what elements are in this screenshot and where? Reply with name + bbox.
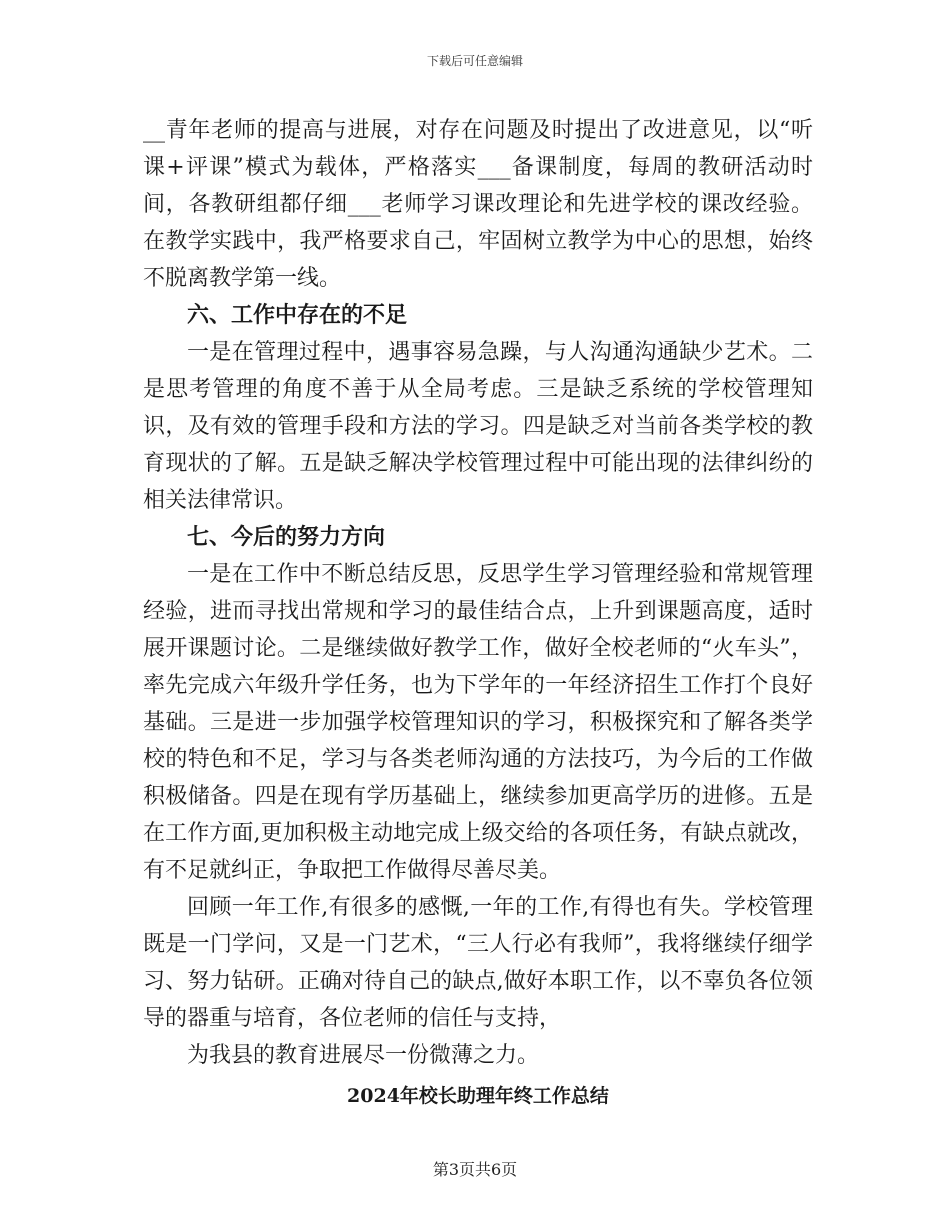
paragraph-future-direction: 一是在工作中不断总结反思，反思学生学习管理经验和常规管理经验，进而寻找出常规和学习的最佳结合点，上升到课题高度，适时展开课题讨论。二是继续做好教学工作，做好全校老师的“火车头”，率先完成六年级升学任务，也为下学年的一年经济招生工作打个良好基础。三是进一步加强学校管理知识的学习，积极探究和了解各类学校的特色和不足，学习与各类老师沟通的方法技巧，为今后的工作做积极储备。四是在现有学历基础上，继续参加更高学历的进修。五是在工作方面,更加积极主动地完成上级交给的各项任务，有缺点就改，有不足就纠正，争取把工作做得尽善尽美。 — [143, 562, 813, 883]
page-header: 下载后可任意编辑 — [426, 54, 523, 68]
page-number-footer: 第3页共6页 — [432, 1160, 518, 1179]
section-heading-future-direction: 七、今后的努力方向 — [187, 524, 386, 550]
document-body — [143, 112, 813, 1115]
paragraph-shortcomings: 一是在管理过程中，遇事容易急躁，与人沟通沟通缺少艺术。二是思考管理的角度不善于从全局考虑。三是缺乏系统的学校管理知识，及有效的管理手段和方法的学习。四是缺乏对当前各类学校的教育现状的了解。五是缺乏解决学校管理过程中可能出现的法律纠纷的相关法律常识。 — [143, 340, 813, 513]
paragraph-review: 回顾一年工作,有很多的感慨,一年的工作,有得也有失。学校管理既是一门学问，又是一门艺术，“三人行必有我师”，我将继续仔细学习、努力钻研。正确对待自己的缺点,做好本职工作，以不辜负各位领导的器重与培育，各位老师的信任与支持， — [143, 895, 813, 1031]
section-heading-shortcomings: 六、工作中存在的不足 — [187, 302, 408, 328]
document-title: 2024年校长助理年终工作总结 — [347, 1085, 609, 1107]
paragraph-closing: 为我县的教育进展尽一份微薄之力。 — [187, 1043, 540, 1068]
paragraph-teacher-development: __青年老师的提高与进展，对存在问题及时提出了改进意见，以“听课+评课”模式为载体，严格落实___备课制度，每周的教研活动时间，各教研组都仔细___老师学习课改理论和先进学校的课改经验。在教学实践中，我严格要求自己，牢固树立教学为中心的思想，始终不脱离教学第一线。 — [143, 118, 813, 291]
